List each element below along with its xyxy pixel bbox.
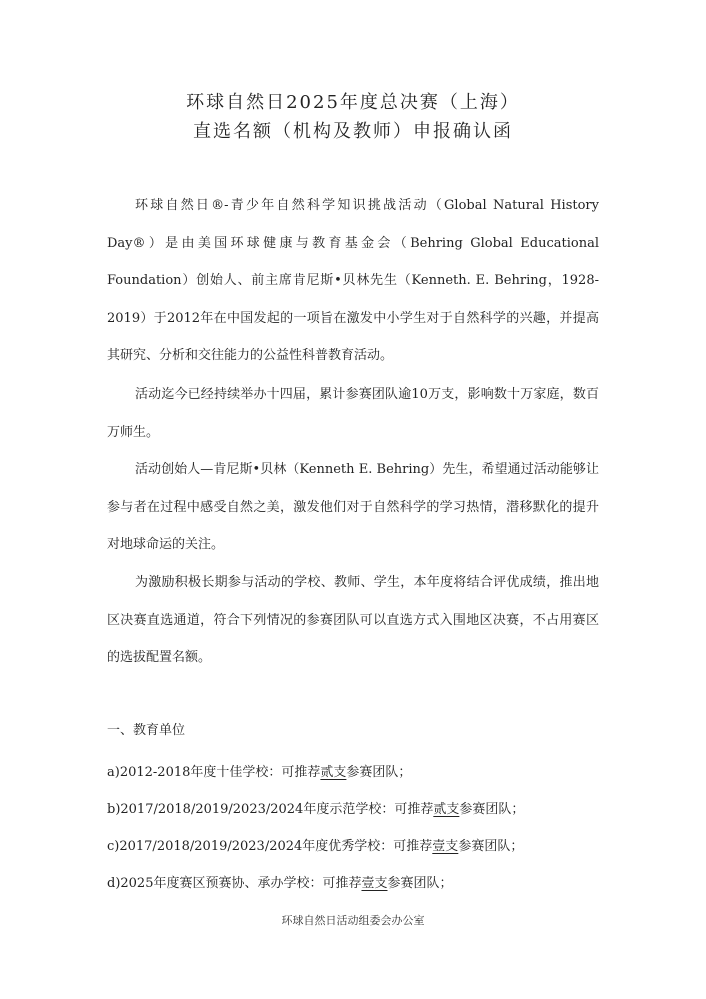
direct-selection-paragraph: 为激励积极长期参与活动的学校、教师、学生，本年度将结合评优成绩，推出地区决赛直选通道，符合下列情况的参赛团队可以直选方式入围地区决赛，不占用赛区的选拔配置名额。 [107, 575, 599, 665]
list-item-text: d)2025年度赛区预赛协、承办学校：可推荐 [107, 876, 362, 891]
list-item-text: a)2012-2018年度十佳学校：可推荐 [107, 765, 321, 780]
document-title-line-2: 直选名额（机构及教师）申报确认函 [193, 121, 513, 142]
list-item-text: c)2017/2018/2019/2023/2024年度优秀学校：可推荐 [107, 839, 433, 854]
history-paragraph: 活动迄今已经持续举办十四届，累计参赛团队逾10万支，影响数十万家庭，数百万师生。 [107, 387, 599, 440]
list-item-count: 壹支 [432, 839, 459, 854]
list-item-count: 贰支 [320, 765, 347, 780]
list-item [107, 761, 411, 780]
list-item [107, 835, 523, 854]
list-item-suffix: 参赛团队； [346, 765, 412, 780]
page-footer: 环球自然日活动组委会办公室 [281, 914, 425, 927]
list-item-suffix: 参赛团队； [458, 839, 524, 854]
document-title-line-1: 环球自然日2025年度总决赛（上海） [186, 92, 520, 113]
list-item-text: b)2017/2018/2019/2023/2024年度示范学校：可推荐 [107, 802, 434, 817]
list-item [107, 798, 524, 817]
list-item-count: 贰支 [433, 802, 460, 817]
list-item [107, 872, 453, 891]
list-item-suffix: 参赛团队； [387, 876, 453, 891]
list-item-suffix: 参赛团队； [459, 802, 525, 817]
section-title-education-units: 一、教育单位 [107, 723, 186, 738]
list-item-count: 壹支 [361, 876, 388, 891]
founder-paragraph: 活动创始人—肯尼斯•贝林（Kenneth E. Behring）先生，希望通过活动能够让参与者在过程中感受自然之美，激发他们对于自然科学的学习热情，潜移默化的提升对地球命运的关注。 [107, 462, 599, 552]
intro-paragraph: 环球自然日®-青少年自然科学知识挑战活动（Global Natural History Day®）是由美国环球健康与教育基金会（Behring Global Educational Foundation）创始人、前主席肯尼斯•贝林先生（Kenneth. E. Behring，1928-2019）于2012年在中国发起的一项旨在激发中小学生对于自然科学的兴趣，并提高其研究、分析和交往能力的公益性科普教育活动。 [107, 198, 599, 363]
